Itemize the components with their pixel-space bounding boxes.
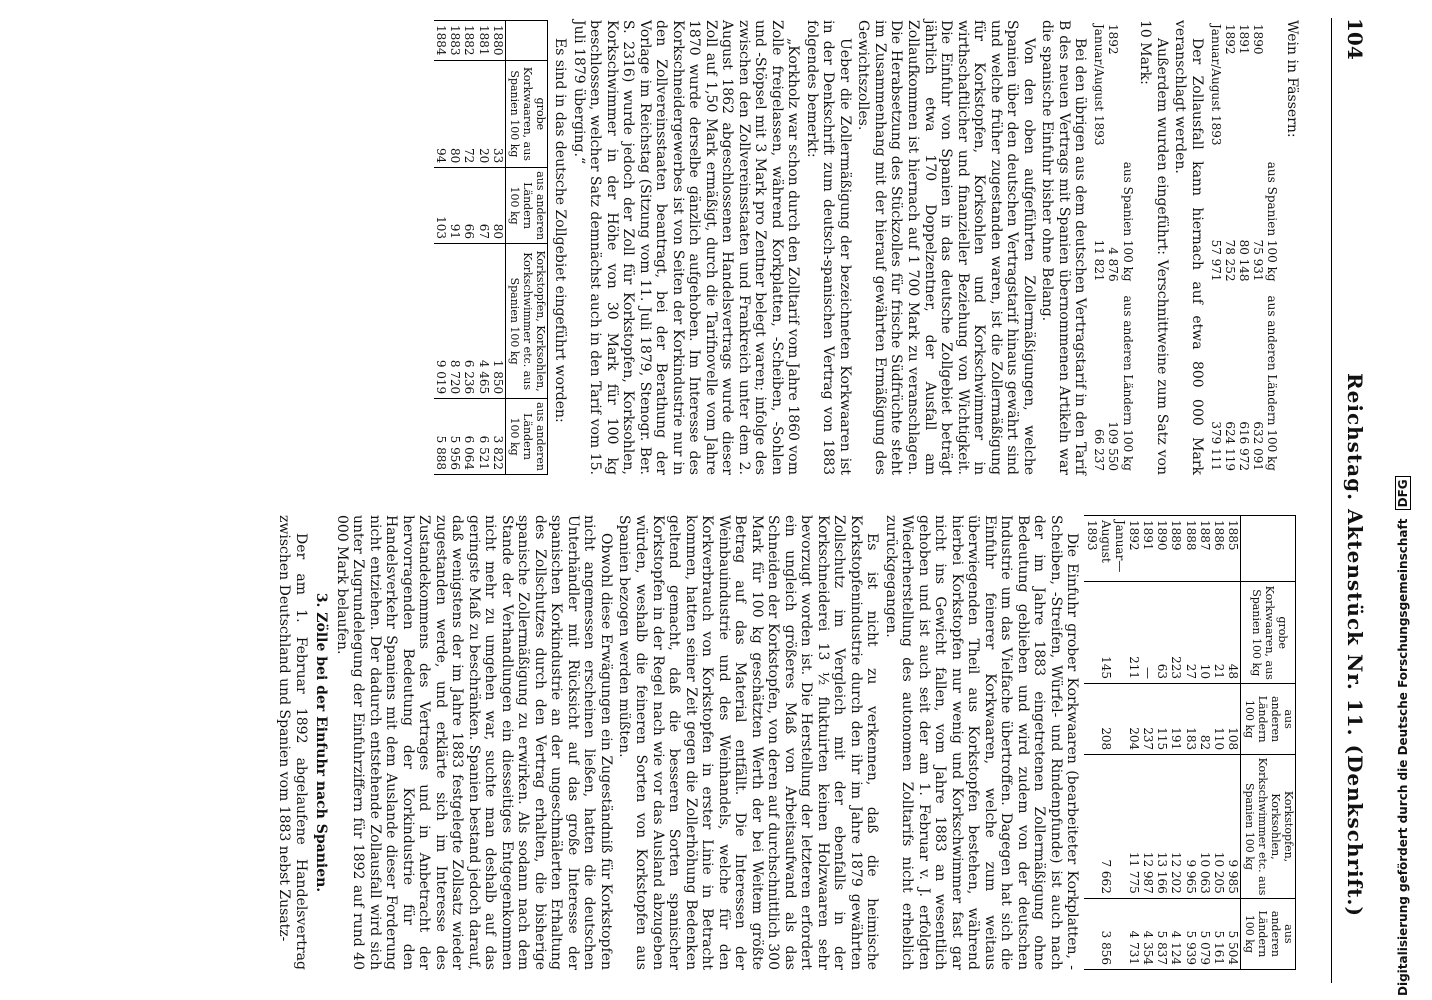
credit-line <box>1396 476 1410 996</box>
page-title: Reichstag. Aktenstück Nr. 11. (Denkschrift.) <box>1343 373 1367 917</box>
table-header-cell: Korkstopfen, Korksohlen, Korkschwimmer etc. aus Spanien 100 kg <box>505 244 547 399</box>
table-header-cell: aus anderen Ländern 100 kg <box>1265 295 1280 471</box>
table-header-cell: aus anderen Ländern 100 kg <box>1120 295 1135 471</box>
paragraph: Es ist nicht zu verkennen, daß die heimische Korkstopfenindustrie durch den ihr im Jahre 1879 gewährten Zollschutz im Vergleich mit der ebenfalls in der Korkschneiderei 13 ½ fluktuirten keinen Holzwaaren sehr bevorzugt worden ist. Die Herstellung der letzteren erfordert ein ungleich größeres Maß von Arbeitsaufwand als das Schneiden der Korkstopfen, von deren auf durchschnittlich 300 Mark für 100 kg geschätzten Werth der bei Weitem größte Betrag auf das Material entfällt. Die Interessen der Weinbauindustrie und des Weinhandels, welche für den Korkverbrauch von Korkstopfen in erster Linie in Betracht kommen, hatten seiner Zeit gegen die Zollerhöhung Bedenken geltend gemacht, daß die besseren Sorten spanischer Korkstopfen in der Regel nach wie vor das Ausland abzugeben würden, weshalb die feineren Sorten von Korkstopfen aus Spanien bezogen werden müßten. <box>616 515 881 970</box>
table-header-row <box>1241 516 1296 970</box>
table-header-cell: grobe Korkwaaren, aus Spanien 100 kg <box>505 60 547 168</box>
section-heading: 3. Zölle bei der Einfuhr nach Spanien. <box>313 592 330 893</box>
table-header-row <box>1120 20 1134 475</box>
table-row: 1891 80 148 616 972 <box>1237 24 1252 471</box>
paragraph: Die Einfuhr grober Korkwaaren (bearbeiteter Korkplatten, -Scheiben, -Streifen, Würfel- und Rindenpfunde) ist auch nach der im Jahre 1883 eingetretenen Zollermäßigung ohne Bedeutung geblieben und wird zudem von der deutschen Industrie um das Vielfache übertroffen. Dagegen hat sich die Einfuhr feinerer Korkwaaren, welche zum weitaus überwiegenden Theil aus Korkstopfen bestehen, während hierbei Korkstopfen nur wenig und Korkschwimmer fast gar nicht ins Gewicht fallen, vom Jahre 1883 an wesentlich gehoben und ist auch seit der am 1. Februar v. J. erfolgten Wiederherstellung des autonomen Zolltarifs nicht erheblich zurückgegangen. <box>882 515 1081 970</box>
table-header-row <box>1265 20 1279 475</box>
paragraph: Von den oben aufgeführten Zollermäßigungen, welche Spanien über den deutschen Vertragstarif hinaus gewährt sind und welche früher zugestanden waren, ist die Zollermäßigung für Korkstopfen, Korksohlen und Korkschwimmer in wirthschaftlicher und finanzieller Beziehung von Wichtigkeit. Die Einfuhr von Spanien in das deutsche Zollgebiet beträgt jährlich etwa 170 Doppelzentner, der Ausfall am Zollaufkommen ist hiernach auf 1 700 Mark zu veranschlagen. Die Herabsetzung des Stückzolles für frische Südfrüchte steht im Zusammenhang mit der hierauf gewährten Ermäßigung des Gewichtszolles. <box>855 20 1037 475</box>
paragraph: Es sind in das deutsche Zollgebiet eingeführt worden: <box>552 38 569 423</box>
page-number: 104 <box>1343 18 1367 60</box>
table-row: Januar/August 1893 11 821 66 237 <box>1092 24 1107 471</box>
right-column <box>274 515 1300 970</box>
table-row: 1882 72 66 6 236 6 064 <box>462 21 476 475</box>
table-header-cell: aus Spanien 100 kg <box>1120 161 1135 282</box>
table-row: 1892 211 204 11 775 4 731 <box>1127 516 1141 970</box>
table-header-cell: Korkstopfen, Korksohlen, Korkschwimmer etc. aus Spanien 100 kg <box>1241 755 1296 899</box>
table-row: 1881 20 67 4 465 6 521 <box>476 21 490 475</box>
table-row: 1890 63 115 13 166 5 837 <box>1155 516 1169 970</box>
digitization-credit-strip <box>1388 0 1432 1000</box>
table-row: 1880 33 80 1 850 3 822 <box>491 21 506 475</box>
table-row: 1885 48 108 9 985 5 504 <box>1226 516 1241 970</box>
table-header-cell: aus anderen Ländern 100 kg <box>1241 898 1296 969</box>
table-row: 1888 27 183 9 965 5 939 <box>1184 516 1198 970</box>
table-header-cell: aus anderen Ländern 100 kg <box>1241 684 1296 755</box>
table-header-row <box>505 21 547 475</box>
table-header-cell: grobe Korkwaaren, aus Spanien 100 kg <box>1241 582 1296 684</box>
table-row: 1884 94 103 9 019 5 888 <box>434 21 448 475</box>
cork-import-table <box>434 20 548 475</box>
dfg-logo: DFG <box>1395 476 1411 510</box>
table-header-cell: aus anderen Ländern 100 kg <box>505 399 547 475</box>
paragraph: Der am 1. Februar 1892 abgelaufene Handelsvertrag zwischen Deutschland und Spanien vom 1883 nebst Zusatz- <box>276 515 309 970</box>
table-row: Januar—August 1893 145 208 7 662 3 856 <box>1084 516 1126 970</box>
cork-import-table-continued <box>1084 515 1296 970</box>
paragraph: Obwohl diese Erwägungen ein Zugeständniß für Korkstopfen nicht angemessen erscheinen ließen, hatten die deutschen Unterhändler mit Rücksicht auf das große Interesse der spanischen Korkindustrie an der ungeschmälerten Erhaltung des Zollschutzes durch den Vertrag erhalten, die bisherige spanische Zollermäßigung zu erwirken. Als sodann nach dem Stande der Verhandlungen ein diesseitiges Entgegenkommen nicht mehr zu umgehen war, suchte man deshalb auf das geringste Maß zu beschränken. Spanien bestand jedoch darauf, daß wenigstens der im Jahre 1883 festgelegte Zollsatz wieder zugestanden werde, und erklärte sich im Interesse des Zustandekommens des Vertrages und in Anbetracht der hervorragenden Bedeutung der Korkindustrie für den Handelsverkehr Spaniens mit dem Auslande dieser Forderung nicht entziehen. Der dadurch entstehende Zollausfall wird sich unter Zugrundelegung der Einfuhrziffern für 1892 auf rund 40 000 Mark belaufen. <box>333 515 614 970</box>
table-header-cell: aus Spanien 100 kg <box>1265 161 1280 282</box>
table-row: 1892 78 252 624 119 <box>1223 24 1238 471</box>
paragraph: Bei den übrigen aus dem deutschen Vertragstarif in den Tarif B des neuen Vertrags mit Spanien übernommenen Artikeln war die spanische Einfuhr bisher ohne Belang. <box>1039 20 1089 475</box>
credit-text: Digitalisierung gefördert durch die Deutsche Forschungsgemeinschaft <box>1396 518 1410 996</box>
table-row: 1891 — 237 12 987 4 354 <box>1141 516 1155 970</box>
page-header <box>1331 18 1372 983</box>
wine-label: Wein in Fässern: <box>1284 20 1300 138</box>
wine-table <box>1209 20 1280 475</box>
left-column <box>430 20 1300 475</box>
blend-wine-table <box>1092 20 1134 475</box>
paragraph: Ueber die Zollermäßigung der bezeichneten Korkwaaren ist in der Denkschrift zum deutsch-spanischen Vertrag von 1883 folgendes bemerkt: <box>803 20 853 475</box>
paragraph: „Korkholz war schon durch den Zolltarif vom Jahre 1860 vom Zolle freigelassen, während Korkplatten, -Scheiben, -Sohlen und -Stöpsel mit 3 Mark pro Zentner belegt waren; infolge des zwischen den Zollvereinsstaaten und Frankreich unter dem 2. August 1862 abgeschlossenen Handelsvertrags wurde dieser Zoll auf 1,50 Mark ermäßigt, durch die Tarifnovelle vom Jahre 1870 wurde derselbe gänzlich aufgehoben. Im Interesse des Korkschneidergewerbes ist von Seiten der Korkindustrie nur in den Zollvereinsstaaten beantragt, bei der Berathung der Vorlage im Reichstag (Sitzung vom 11. Juli 1879, Stenogr. Ber. S. 2316) wurde jedoch der Zoll für Korkstopfen, Korksohlen, Korkschwimmer in der Höhe von 30 Mark für 100 kg beschlossen, welcher Satz demnächst auch in den Tarif vom 15. Juli 1879 überging.“ <box>570 20 802 475</box>
table-row: 1887 10 82 10 063 5 079 <box>1198 516 1212 970</box>
table-row: 1889 223 191 12 202 4 124 <box>1169 516 1183 970</box>
table-row: 1892 4 876 109 550 <box>1106 24 1121 471</box>
table-row: 1890 75 931 632 091 <box>1251 24 1266 471</box>
paragraph: Der Zollausfall kann hiernach auf etwa 800 000 Mark veranschlagt werden. <box>1172 20 1205 475</box>
table-row: 1886 21 110 10 205 5 161 <box>1212 516 1226 970</box>
table-row: Januar/August 1893 57 971 379 111 <box>1208 24 1223 471</box>
table-header-cell: aus anderen Ländern 100 kg <box>505 168 547 244</box>
table-row: 1883 80 91 8 720 5 956 <box>448 21 462 475</box>
paragraph: Außerdem wurden eingeführt: Verschnittweine zum Satz von 10 Mark: <box>1137 20 1170 475</box>
